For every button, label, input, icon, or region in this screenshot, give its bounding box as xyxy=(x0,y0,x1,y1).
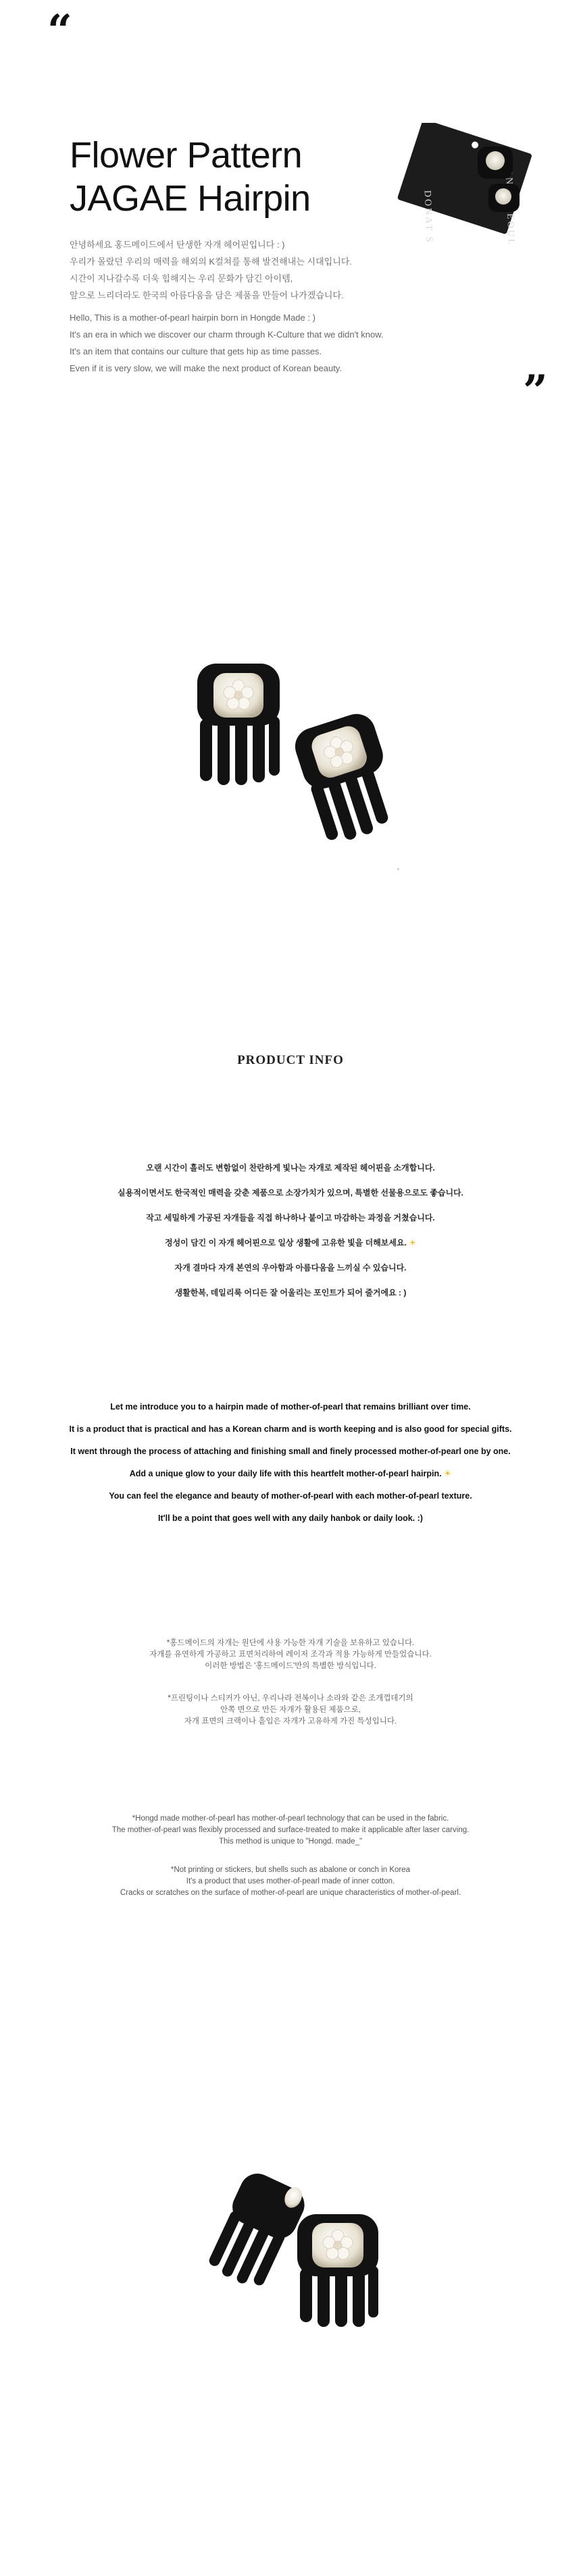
intro-en-line: Hello, This is a mother-of-pearl hairpin born in Hongde Made : ) xyxy=(70,313,315,323)
desc-ko-line: 자개 결마다 자개 본연의 우아함과 아름다움을 느끼실 수 있습니다. xyxy=(174,1263,407,1272)
product-description-english xyxy=(0,1396,581,1530)
note-line: Cracks or scratches on the surface of mother-of-pearl are unique characteristics of mother-of-pearl. xyxy=(120,1889,461,1897)
desc-ko-line: 생활한복, 데일리룩 어디든 잘 어울리는 포인트가 되어 줄거에요 : ) xyxy=(174,1288,407,1297)
intro-ko-line: 안녕하세요 홍드메이드에서 탄생한 자개 헤어핀입니다 : ) xyxy=(70,240,285,250)
title-line-1: Flower Pattern xyxy=(70,135,303,176)
desc-en-line: You can feel the elegance and beauty of mother-of-pearl with each mother-of-pearl texture. xyxy=(109,1491,472,1501)
close-quote-mark: ” xyxy=(523,366,548,417)
note-english-1 xyxy=(0,1813,581,1848)
card-brand-text: DONAT SEOUL xyxy=(422,190,436,244)
intro-korean xyxy=(70,236,421,304)
intro-en-line: It's an era in which we discover our charm through K-Culture that we didn't know. xyxy=(70,329,384,340)
desc-en-line: It is a product that is practical and has a Korean charm and is worth keeping and is also good for special gifts. xyxy=(69,1424,512,1434)
note-line: It's a product that uses mother-of-pearl made of inner cotton. xyxy=(186,1877,395,1885)
hairpin-clip-tilted xyxy=(203,2166,311,2295)
desc-ko-line: 작고 세밀하게 가공된 자개들을 직접 하나하나 붙이고 마감하는 과정을 거쳤습니다. xyxy=(146,1213,435,1223)
note-line: The mother-of-pearl was flexibly processed and surface-treated to make it applicable after laser carving. xyxy=(111,1826,470,1834)
note-line: 안쪽 면으로 만든 자개가 활용된 제품으로, xyxy=(220,1706,361,1714)
note-english-2 xyxy=(0,1864,581,1899)
intro-en-line: It's an item that contains our culture that gets hip as time passes. xyxy=(70,346,322,356)
title-line-2: JAGAE Hairpin xyxy=(70,178,311,219)
desc-en-line: It'll be a point that goes well with any daily hanbok or daily look. :) xyxy=(158,1513,423,1523)
desc-en-line: Let me introduce you to a hairpin made of mother-of-pearl that remains brilliant over time. xyxy=(110,1402,471,1412)
sun-emoji-icon: ☀ xyxy=(409,1238,417,1247)
desc-en-line-text: Add a unique glow to your daily life with this heartfelt mother-of-pearl hairpin. xyxy=(129,1469,442,1478)
open-quote-mark: “ xyxy=(47,5,72,56)
product-card-photo xyxy=(388,123,551,244)
hairpin-pair-illustration-2 xyxy=(196,2157,419,2332)
clip-on-card-1 xyxy=(478,146,513,179)
desc-en-line: It went through the process of attaching and finishing small and finely processed mother-of-pearl one by one. xyxy=(70,1447,511,1456)
clip-on-card-2 xyxy=(488,184,520,212)
intro-ko-line: 우리가 몰랐던 우리의 매력을 해외의 K컬쳐를 통해 발견해내는 시대입니다. xyxy=(70,257,352,267)
hairpin-clip-1 xyxy=(197,664,280,785)
product-title xyxy=(70,134,311,220)
desc-ko-line: 실용적이면서도 한국적인 매력을 갖춘 제품으로 소장가치가 있으며, 특별한 선물용으로도 좋습니다. xyxy=(118,1188,463,1198)
intro-en-line: Even if it is very slow, we will make the next product of Korean beauty. xyxy=(70,363,342,373)
note-line: This method is unique to "Hongd. made_" xyxy=(218,1837,363,1846)
hairpin-card-illustration xyxy=(388,123,551,244)
desc-ko-line xyxy=(0,1231,581,1256)
note-line: 자개 표면의 크랙이나 흩입은 자개가 고유하게 가진 특성입니다. xyxy=(184,1717,397,1725)
hairpin-clip-upright xyxy=(297,2214,378,2327)
intro-ko-line: 앞으로 느리더라도 한국의 아름다움을 담은 제품을 만들어 나가겠습니다. xyxy=(70,290,344,300)
product-photo-pair-2 xyxy=(196,2157,419,2332)
note-line: *홍드메이드의 자개는 원단에 사용 가능한 자개 기술을 보유하고 있습니다. xyxy=(166,1639,415,1647)
note-korean-2 xyxy=(0,1693,581,1727)
product-photo-pair xyxy=(155,645,439,847)
hairpin-clip-2 xyxy=(290,709,405,847)
product-info-heading: PRODUCT INFO xyxy=(237,1053,344,1067)
intro-english xyxy=(70,309,421,377)
desc-ko-line: 오랜 시간이 흘러도 변함없이 찬란하게 빛나는 자개로 제작된 헤어핀을 소개합니다. xyxy=(146,1163,435,1173)
note-line: 이러한 방법은 '홍드메이드'만의 특별한 방식입니다. xyxy=(205,1662,376,1670)
note-line: *Not printing or stickers, but shells such as abalone or conch in Korea xyxy=(170,1866,411,1874)
note-line: *프린팅이나 스티커가 아닌, 우리나라 전복이나 소라와 같은 조개껍데기의 xyxy=(168,1694,413,1702)
product-description-korean xyxy=(0,1156,581,1306)
intro-ko-line: 시간이 지나갈수록 더욱 힙해지는 우리 문화가 담긴 아이템, xyxy=(70,273,293,284)
desc-en-line xyxy=(0,1463,581,1485)
note-korean-1 xyxy=(0,1638,581,1672)
sun-emoji-icon: ☀ xyxy=(444,1469,452,1478)
note-line: 자개를 유연하게 가공하고 표면처리하여 레이저 조각과 적용 가능하게 만들었습니다. xyxy=(149,1651,432,1659)
hairpin-pair-illustration xyxy=(155,645,439,847)
photo-speck xyxy=(397,868,399,870)
desc-ko-line-text: 정성이 담긴 이 자개 헤어핀으로 일상 생활에 고유한 빛을 더해보세요. xyxy=(164,1238,407,1247)
note-line: *Hongd made mother-of-pearl has mother-of-pearl technology that can be used in the fabric. xyxy=(132,1815,449,1823)
